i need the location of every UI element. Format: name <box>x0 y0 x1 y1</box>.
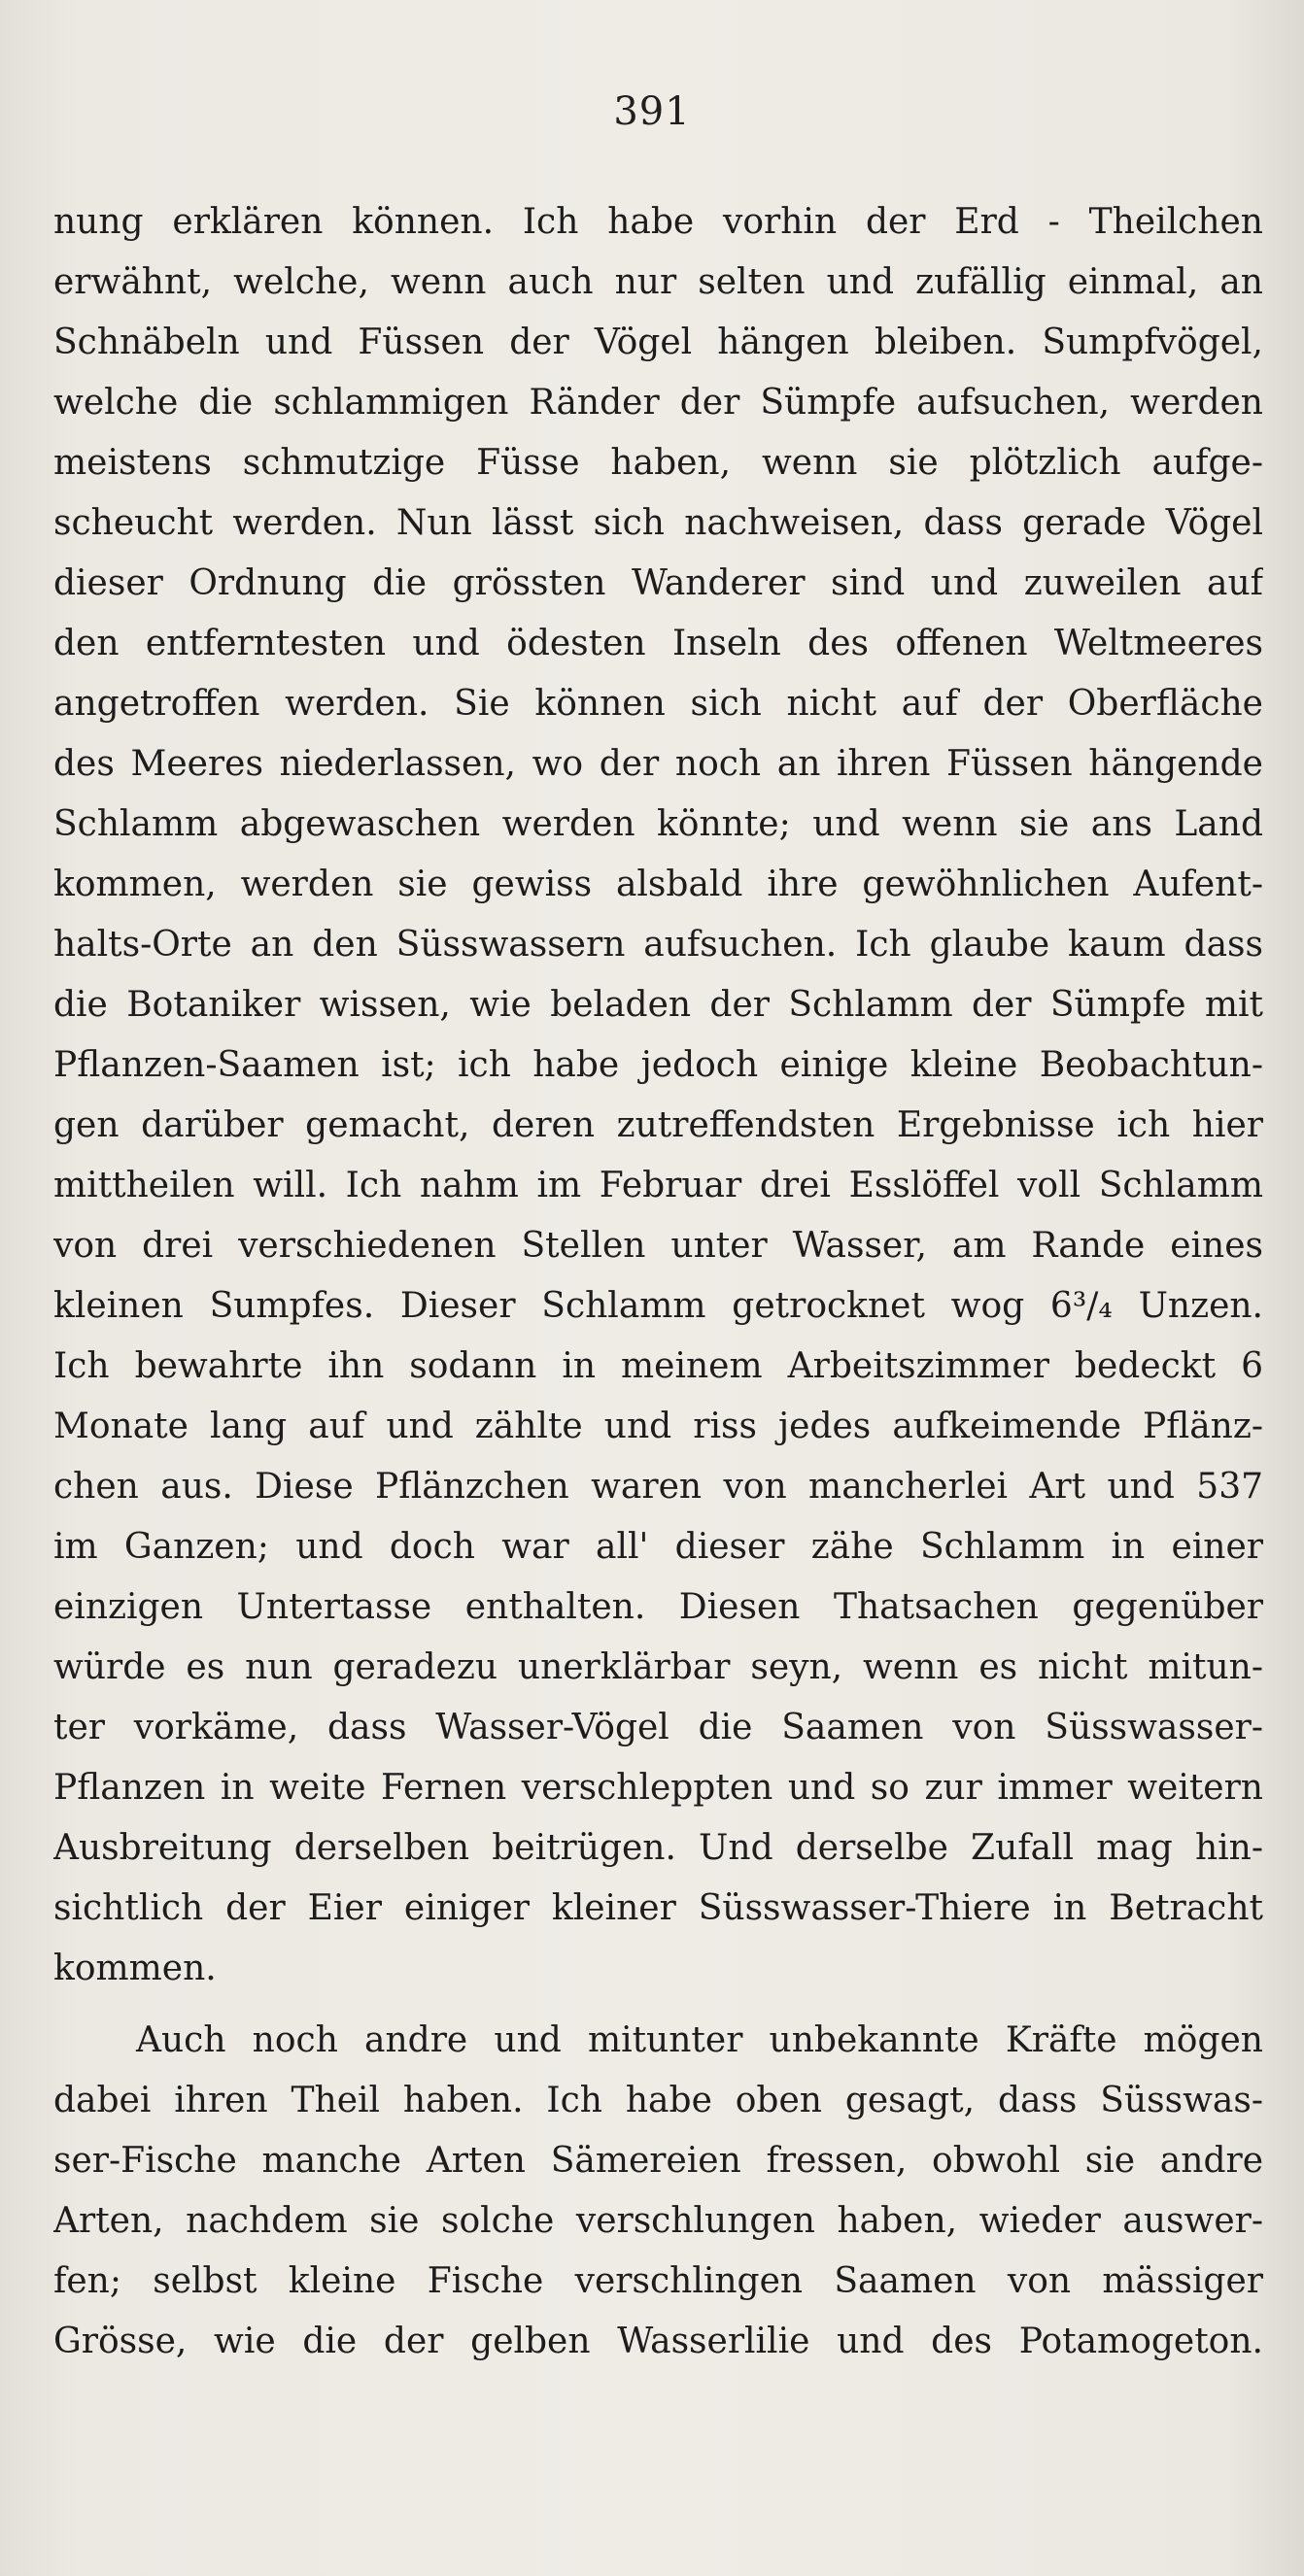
text-line: halts-Orte an den Süsswassern aufsuchen. Ich glaube kaum dass <box>53 925 1263 965</box>
text-line: Monate lang auf und zählte und riss jedes aufkeimende Pflänz- <box>53 1407 1263 1446</box>
text-line: Pflanzen-Saamen ist; ich habe jedoch einige kleine Beobachtun- <box>53 1045 1263 1085</box>
text-line: würde es nun geradezu unerklärbar seyn, wenn es nicht mitun- <box>53 1647 1263 1687</box>
text-line: dieser Ordnung die grössten Wanderer sind und zuweilen auf <box>53 563 1263 603</box>
text-line: im Ganzen; und doch war all' dieser zähe Schlamm in einer <box>53 1527 1263 1567</box>
text-line: Grösse, wie die der gelben Wasserlilie und des Potamogeton. <box>53 2322 1263 2361</box>
text-line: die Botaniker wissen, wie beladen der Schlamm der Sümpfe mit <box>53 985 1263 1025</box>
text-line: einzigen Untertasse enthalten. Diesen Thatsachen gegenüber <box>53 1587 1263 1627</box>
paragraph-gap <box>53 1999 1263 2011</box>
text-line: kommen, werden sie gewiss alsbald ihre gewöhnlichen Aufent- <box>53 864 1263 904</box>
text-line: des Meeres niederlassen, wo der noch an ihren Füssen hängende <box>53 744 1263 784</box>
text-line: sichtlich der Eier einiger kleiner Süsswasser-Thiere in Betracht <box>53 1888 1263 1928</box>
text-line: erwähnt, welche, wenn auch nur selten und zufällig einmal, an <box>53 262 1263 302</box>
text-line: Arten, nachdem sie solche verschlungen haben, wieder auswer- <box>53 2201 1263 2241</box>
text-line: welche die schlammigen Ränder der Sümpfe aufsuchen, werden <box>53 383 1263 423</box>
text-line: kommen. <box>53 1949 217 1988</box>
text-line: chen aus. Diese Pflänzchen waren von mancherlei Art und 537 <box>53 1467 1263 1507</box>
text-line: ser-Fische manche Arten Sämereien fressen, obwohl sie andre <box>53 2141 1263 2181</box>
text-line: dabei ihren Theil haben. Ich habe oben gesagt, dass Süsswas- <box>53 2081 1263 2120</box>
text-line: Schnäbeln und Füssen der Vögel hängen bleiben. Sumpfvögel, <box>53 322 1263 362</box>
text-line: Ich bewahrte ihn sodann in meinem Arbeitszimmer bedeckt 6 <box>53 1346 1263 1386</box>
text-line: Schlamm abgewaschen werden könnte; und wenn sie ans Land <box>53 804 1263 844</box>
text-line: mittheilen will. Ich nahm im Februar drei Esslöffel voll Schlamm <box>53 1166 1263 1205</box>
text-line: nung erklären können. Ich habe vorhin der Erd - Theilchen <box>53 202 1263 242</box>
text-line: Ausbreitung derselben beitrügen. Und derselbe Zufall mag hin- <box>53 1828 1263 1868</box>
body-text <box>53 192 1263 2372</box>
page-number: 391 <box>613 89 691 134</box>
text-line: Auch noch andre und mitunter unbekannte Kräfte mögen <box>136 2020 1263 2060</box>
text-line: scheucht werden. Nun lässt sich nachweisen, dass gerade Vögel <box>53 503 1263 543</box>
text-line: angetroffen werden. Sie können sich nicht auf der Oberfläche <box>53 684 1263 724</box>
text-line: Pflanzen in weite Fernen verschleppten und so zur immer weitern <box>53 1768 1263 1808</box>
text-line: meistens schmutzige Füsse haben, wenn sie plötzlich aufge- <box>53 443 1263 483</box>
text-line: kleinen Sumpfes. Dieser Schlamm getrocknet wog 6³/₄ Unzen. <box>53 1286 1263 1326</box>
paragraph-1 <box>53 192 1263 1999</box>
text-line: den entferntesten und ödesten Inseln des offenen Weltmeeres <box>53 624 1263 663</box>
paragraph-2 <box>53 2011 1263 2372</box>
text-line: von drei verschiedenen Stellen unter Wasser, am Rande eines <box>53 1226 1263 1266</box>
text-line: ter vorkäme, dass Wasser-Vögel die Saamen von Süsswasser- <box>53 1708 1263 1747</box>
text-line: gen darüber gemacht, deren zutreffendsten Ergebnisse ich hier <box>53 1105 1263 1145</box>
text-line: fen; selbst kleine Fische verschlingen Saamen von mässiger <box>53 2261 1263 2301</box>
